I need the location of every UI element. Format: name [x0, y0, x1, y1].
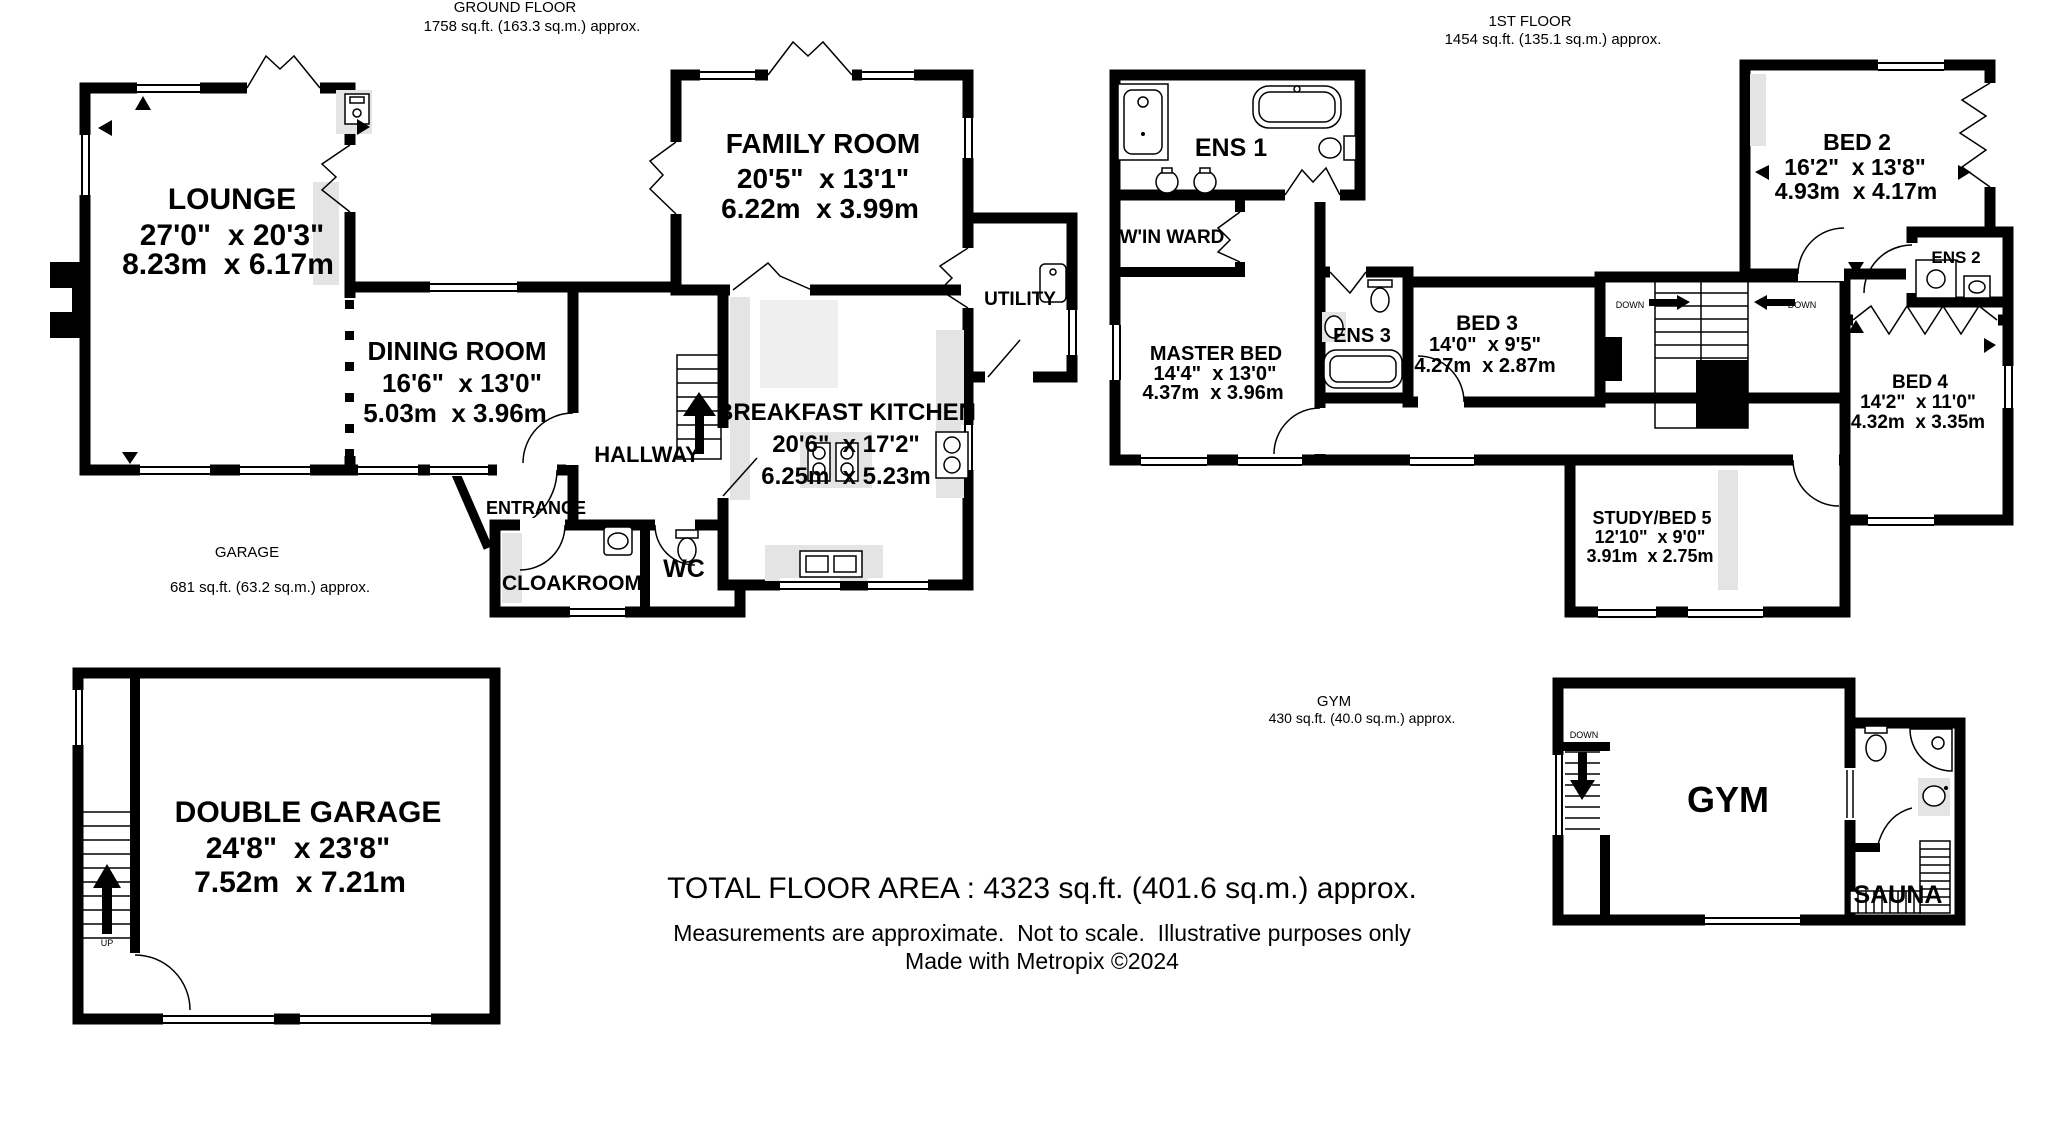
sink-unit-icon — [800, 551, 862, 577]
study-label: STUDY/BED 5 — [1592, 508, 1712, 528]
first-floor-area: 1454 sq.ft. (135.1 sq.m.) approx. — [1444, 31, 1662, 48]
window — [1878, 59, 1944, 72]
master-imperial: 14'4" x 13'0" — [1153, 363, 1277, 385]
window — [78, 135, 91, 195]
shower-icon — [1118, 84, 1168, 160]
sauna-label: SAUNA — [1853, 881, 1943, 909]
window — [240, 463, 310, 476]
bath-icon — [1324, 350, 1402, 388]
garage-plan — [72, 544, 495, 1026]
garage-area: 681 sq.ft. (63.2 sq.m.) approx. — [169, 579, 371, 596]
dining-imperial: 16'6" x 13'0" — [382, 368, 542, 398]
total-floor-area: TOTAL FLOOR AREA : 4323 sq.ft. (401.6 sq.m.) approx. — [667, 872, 1417, 905]
gym-down-label: DOWN — [1569, 730, 1599, 740]
window — [868, 578, 928, 591]
window — [1705, 914, 1800, 927]
bed4-metric: 4.32m x 3.35m — [1850, 412, 1986, 433]
bed4-imperial: 14'2" x 11'0" — [1860, 392, 1976, 413]
window — [570, 605, 625, 618]
window — [72, 690, 85, 745]
bed2-label: BED 2 — [1823, 129, 1891, 155]
ens2-label: ENS 2 — [1931, 248, 1981, 267]
gym-area: 430 sq.ft. (40.0 sq.m.) approx. — [1268, 710, 1456, 726]
wc-label: WC — [663, 555, 705, 583]
kitchen-imperial: 20'6" x 17'2" — [772, 431, 920, 458]
stairs-down-label: DOWN — [1787, 300, 1817, 310]
basin-icon — [604, 527, 632, 555]
window — [140, 463, 210, 476]
bed3-imperial: 14'0" x 9'5" — [1429, 334, 1541, 356]
window — [430, 463, 488, 476]
window — [780, 578, 840, 591]
garage-title: GARAGE — [214, 544, 280, 561]
ens3-label: ENS 3 — [1333, 325, 1391, 347]
double-garage-label: DOUBLE GARAGE — [174, 796, 442, 829]
window — [1109, 325, 1122, 380]
bed3-label: BED 3 — [1456, 312, 1518, 335]
window — [1868, 514, 1934, 527]
family-metric: 6.22m x 3.99m — [721, 193, 919, 224]
garage-walls — [130, 678, 140, 953]
ground-floor-area: 1758 sq.ft. (163.3 sq.m.) approx. — [423, 18, 641, 35]
dining-metric: 5.03m x 3.96m — [363, 398, 547, 428]
footer — [667, 872, 1417, 974]
window — [1141, 454, 1207, 467]
kitchen-metric: 6.25m x 5.23m — [761, 463, 931, 490]
ground-floor-plan — [50, 0, 1078, 618]
range-cooker-icon — [936, 432, 968, 478]
bed4-label: BED 4 — [1892, 372, 1948, 393]
toilet-icon — [1865, 726, 1887, 761]
garage-door — [300, 1012, 431, 1026]
basin-icon — [1964, 276, 1990, 298]
disclaimer: Measurements are approximate. Not to scale. Illustrative purposes only — [673, 920, 1411, 946]
lounge-label: LOUNGE — [167, 183, 297, 216]
porch-wall — [455, 472, 488, 548]
dining-label: DINING ROOM — [367, 336, 547, 366]
window — [137, 81, 200, 94]
window — [2001, 366, 2014, 408]
ens1-label: ENS 1 — [1194, 134, 1268, 162]
window — [700, 68, 755, 81]
gym-room-label: GYM — [1686, 779, 1770, 820]
window — [1598, 606, 1656, 619]
gym-title: GYM — [1316, 693, 1352, 710]
bed2-imperial: 16'2" x 13'8" — [1784, 154, 1926, 180]
double-garage-imperial: 24'8" x 23'8" — [205, 832, 391, 865]
utility-label: UTILITY — [984, 289, 1056, 310]
entrance-label: ENTRANCE — [485, 498, 587, 518]
master-metric: 4.37m x 3.96m — [1142, 382, 1284, 404]
family-imperial: 20'5" x 13'1" — [736, 163, 910, 194]
win-ward-label: W'IN WARD — [1119, 227, 1225, 248]
bath-icon — [1253, 86, 1341, 128]
window — [430, 280, 517, 293]
window — [961, 118, 974, 158]
first-floor-title: 1ST FLOOR — [1488, 13, 1572, 30]
garage-up-label: UP — [100, 938, 114, 948]
family-label: FAMILY ROOM — [725, 128, 921, 159]
hallway-label: HALLWAY — [594, 442, 700, 467]
study-imperial: 12'10" x 9'0" — [1594, 527, 1706, 547]
window — [1552, 755, 1565, 835]
window — [1065, 310, 1078, 355]
study-metric: 3.91m x 2.75m — [1586, 546, 1714, 566]
kitchen-label: BREAKFAST KITCHEN — [715, 399, 977, 426]
window — [1238, 454, 1302, 467]
master-label: MASTER BED — [1149, 343, 1283, 365]
bay-window-zigzag — [768, 42, 852, 81]
stairs-down-label: DOWN — [1615, 300, 1645, 310]
window — [358, 463, 418, 476]
window — [1688, 606, 1763, 619]
garage-door — [163, 1012, 274, 1026]
cloakroom-label: CLOAKROOM — [502, 572, 642, 595]
first-floor-plan — [1109, 13, 2014, 619]
fireplace-icon — [50, 262, 90, 338]
lounge-metric: 8.23m x 6.17m — [122, 248, 334, 281]
ground-floor-title: GROUND FLOOR — [453, 0, 577, 16]
lounge-imperial: 27'0" x 20'3" — [139, 219, 325, 252]
credit: Made with Metropix ©2024 — [905, 948, 1179, 974]
french-door-zigzag — [650, 142, 682, 214]
bed2-metric: 4.93m x 4.17m — [1774, 178, 1938, 204]
bed3-metric: 4.27m x 2.87m — [1414, 355, 1556, 377]
window — [862, 68, 914, 81]
ground-floor-walls — [85, 75, 1072, 612]
bay-window-zigzag — [247, 56, 320, 94]
double-garage-metric: 7.52m x 7.21m — [194, 866, 406, 899]
window — [1410, 454, 1474, 467]
